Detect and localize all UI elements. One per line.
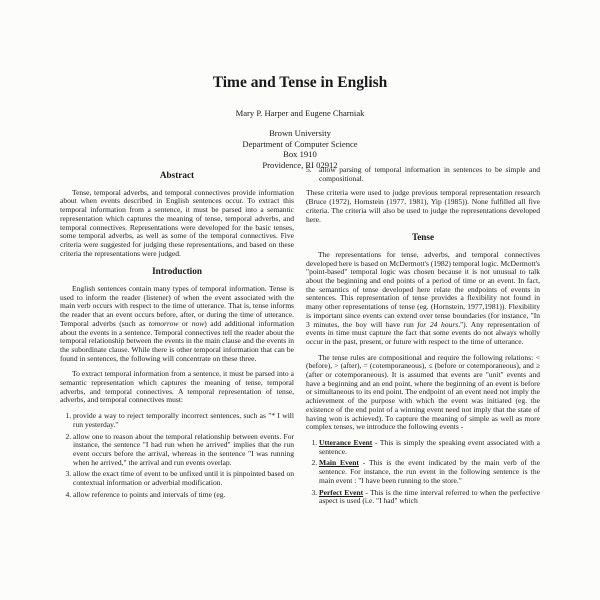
- list-item: 3. allow the exact time of event to be unfixed until it is pinpointed based on contextual information or adverbial modification.: [73, 470, 294, 487]
- affiliation: [0, 128, 600, 170]
- criteria-list-continued: [306, 166, 540, 183]
- event-list: [306, 439, 540, 506]
- list-item: 2. allow one to reason about the temporal relationship between events. For instance, the sentence "I had run when he arrived" implies that the run event occurs before the arrival, whereas in the sentence "I was running when he arrived," the arrival and run events overlap.: [73, 433, 294, 468]
- affiliation-line: Box 1910: [283, 149, 317, 159]
- introduction-paragraph: English sentences contain many types of temporal information. Tense is used to inform the reader (listener) of when the event associated with the main verb occurs with respect to the time of utterance. That is, tense informs the reader that an event occurs before, after, or during the time of utterance. Temporal adverbs (such as tomorrow or now) add additional information about the events in a sentence. Temporal connectives tell the reader about the temporal relationship between the events in the main clause and the events in the subordinate clause. While there is other temporal information that can be found in sentences, the following will concentrate on these three.: [60, 284, 294, 363]
- event-term: Main Event: [319, 458, 359, 468]
- introduction-heading: Introduction: [152, 266, 202, 277]
- left-column: [60, 171, 294, 506]
- list-item: 3. Perfect Event - This is the time interval referred to when the perfective aspect is used (i.e. "I had" which: [319, 489, 540, 506]
- tense-paragraph: The tense rules are compositional and require the following relations: < (before), > (after), = (cotemporaneous), ≤ (before or cotemporaneous), and ≥ (after or cotemporaneous). It is assumed that events are "unit" events and have a beginning and an end point, where the beginning of an event is before or simultaneous to its end point. The endpoint of an event need not imply the achievement of the purpose with which the event was initiated (eg. the existence of the end point of a winning event need not imply that the state of having won is achieved). To capture the meaning of simple as well as more complex tenses, we introduce the following events -: [306, 352, 540, 432]
- affiliation-line: Brown University: [269, 128, 331, 138]
- affiliation-line: Department of Computer Science: [242, 138, 358, 149]
- authors: Mary P. Harper and Eugene Charniak: [235, 108, 365, 118]
- event-term: Utterance Event: [319, 437, 373, 447]
- list-item: 4. allow reference to points and intervals of time (eg.: [73, 491, 294, 500]
- introduction-paragraph: To extract temporal information from a sentence, it must be parsed into a semantic representation which captures the meaning of tense, temporal adverbs, and temporal connectives. A temporal representation of tense, adverbs, and temporal connectives must:: [60, 369, 294, 405]
- abstract-text: Tense, temporal adverbs, and temporal connectives provide information about when events described in English sentences occur. To extract this temporal information from a sentence, it must be parsed into a semantic representation which captures the meaning of tense, temporal adverbs, and temporal connectives. Representations were developed for the basic tenses, some temporal adverbs, as well as some of the temporal connectives. Five criteria were suggested for judging these representations, and based on these criteria the representations were judged.: [60, 187, 294, 258]
- tense-paragraph: The representations for tense, adverbs, and temporal connectives developed here is based on McDermott's (1982) temporal logic. McDermott's "point-based" temporal logic was chosen because it is not unusual to talk about the beginning and end points of a period of time or an event. In fact, the semantics of tense developed here relate the endpoints of events in sentences. This representation of tense provides a flexibility not found in many other representations of tense (eg. (Hornstein, 1977,1981)). Flexibility is important since events can extend over tense boundaries (for instance, "In 3 minutes, the boy will have run for 24 hours."). Any representation of events in time must capture the fact that some events do not always wholly occur in the past, present, or future with respect to the time of utterance.: [306, 249, 541, 346]
- list-item: 1. provide a way to reject temporally incorrect sentences, such as "* I will run yesterday.": [73, 412, 294, 429]
- list-item: 2. Main Event - This is the event indicated by the main verb of the sentence. For instance, the run event in the following sentence is the main event : "I have been running to the store.": [319, 459, 540, 485]
- criteria-paragraph: These criteria were used to judge previous temporal representation research (Bruce (1972), Hornstein (1977, 1981), Yip (1985)). None fulfilled all five criteria. The criteria will also be used to judge the representations developed here.: [306, 188, 540, 224]
- criteria-list: [60, 412, 294, 499]
- abstract-heading: Abstract: [159, 170, 195, 180]
- list-item: 5. allow parsing of temporal information in sentences to be simple and compositional.: [319, 166, 540, 183]
- paper-title: Time and Tense in English: [212, 74, 388, 91]
- list-item: 1. Utterance Event - This is simply the speaking event associated with a sentence.: [319, 439, 540, 456]
- event-term: Perfect Event: [319, 487, 364, 497]
- tense-heading: Tense: [411, 232, 435, 243]
- affiliation-line: Providence, RI 02912: [262, 159, 338, 170]
- right-column: [306, 166, 540, 512]
